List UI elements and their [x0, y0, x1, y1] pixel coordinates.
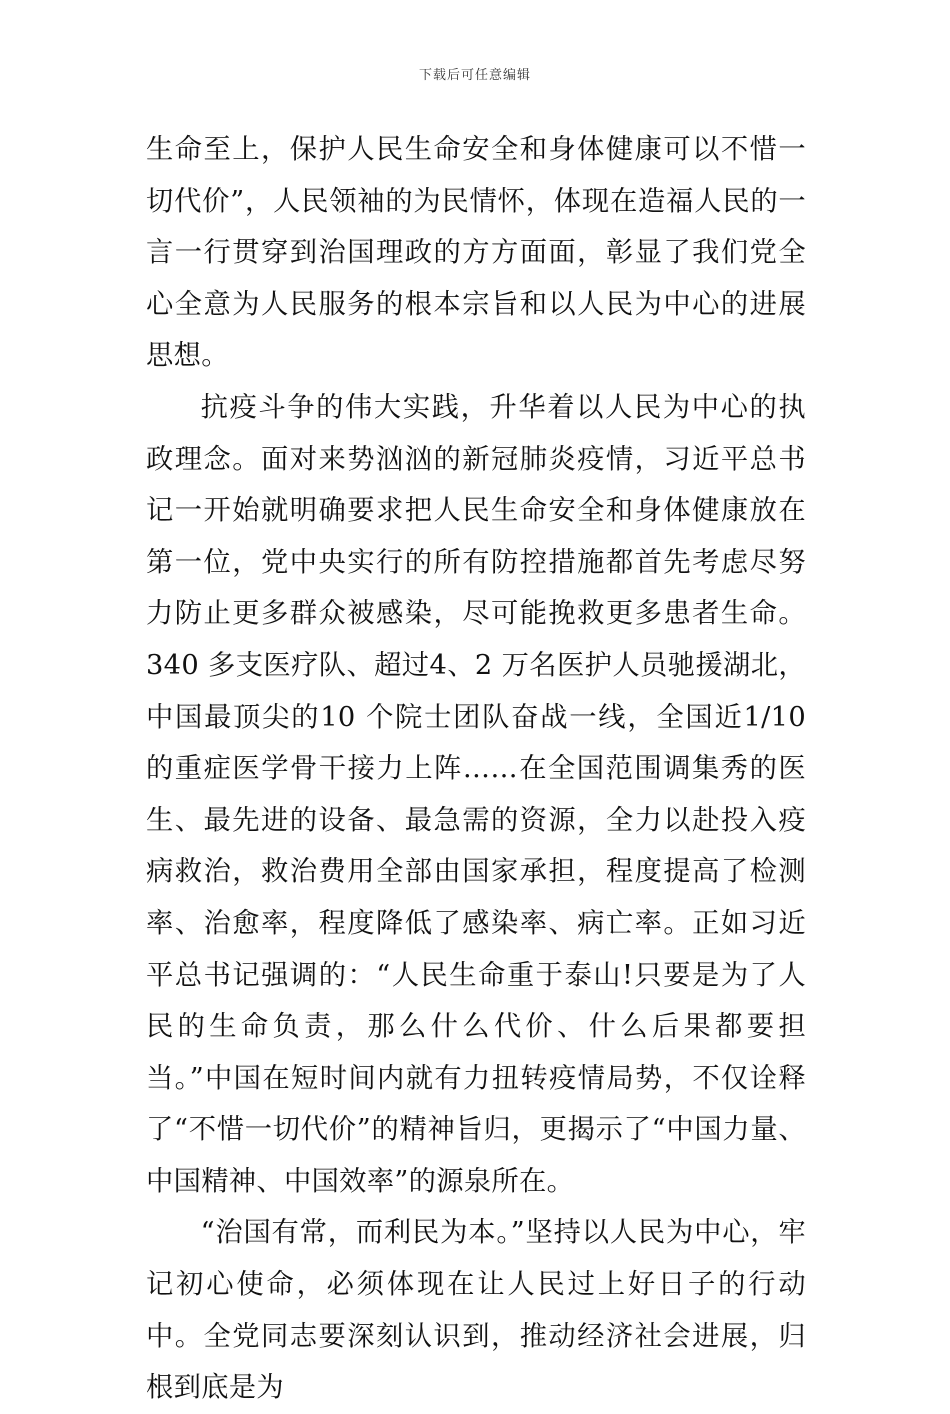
header-note: 下载后可任意编辑 [418, 68, 531, 83]
document-body [146, 124, 806, 1414]
paragraph-continued: 生命至上，保护人民生命安全和身体健康可以不惜一切代价”，人民领袖的为民情怀，体现在造福人民的一言一行贯穿到治国理政的方方面面，彰显了我们党全心全意为人民服务的根本宗旨和以人民为中心的进展思想。 [146, 134, 806, 372]
paragraph-governance: “治国有常，而利民为本。”坚持以人民为中心，牢记初心使命，必须体现在让人民过上好日子的行动中。全党同志要深刻认识到，推动经济社会进展，归根到底是为 [146, 1217, 806, 1404]
paragraph-anti-epidemic: 抗疫斗争的伟大实践，升华着以人民为中心的执政理念。面对来势汹汹的新冠肺炎疫情，习近平总书记一开始就明确要求把人民生命安全和身体健康放在第一位，党中央实行的所有防控措施都首先考虑尽努力防止更多群众被感染，尽可能挽救更多患者生命。340 多支医疗队、超过4、2 万名医护人员驰援湖北，中国最顶尖的10 个院士团队奋战一线，全国近1/10 的重症医学骨干接力上阵……在全国范围调集秀的医生、最先进的设备、最急需的资源，全力以赴投入疫病救治，救治费用全部由国家承担，程度提高了检测率、治愈率，程度降低了感染率、病亡率。正如习近平总书记强调的：“人民生命重于泰山!只要是为了人民的生命负责，那么什么代价、什么后果都要担当。”中国在短时间内就有力扭转疫情局势，不仅诠释了“不惜一切代价”的精神旨归，更揭示了“中国力量、中国精神、中国效率”的源泉所在。 [146, 391, 806, 1197]
